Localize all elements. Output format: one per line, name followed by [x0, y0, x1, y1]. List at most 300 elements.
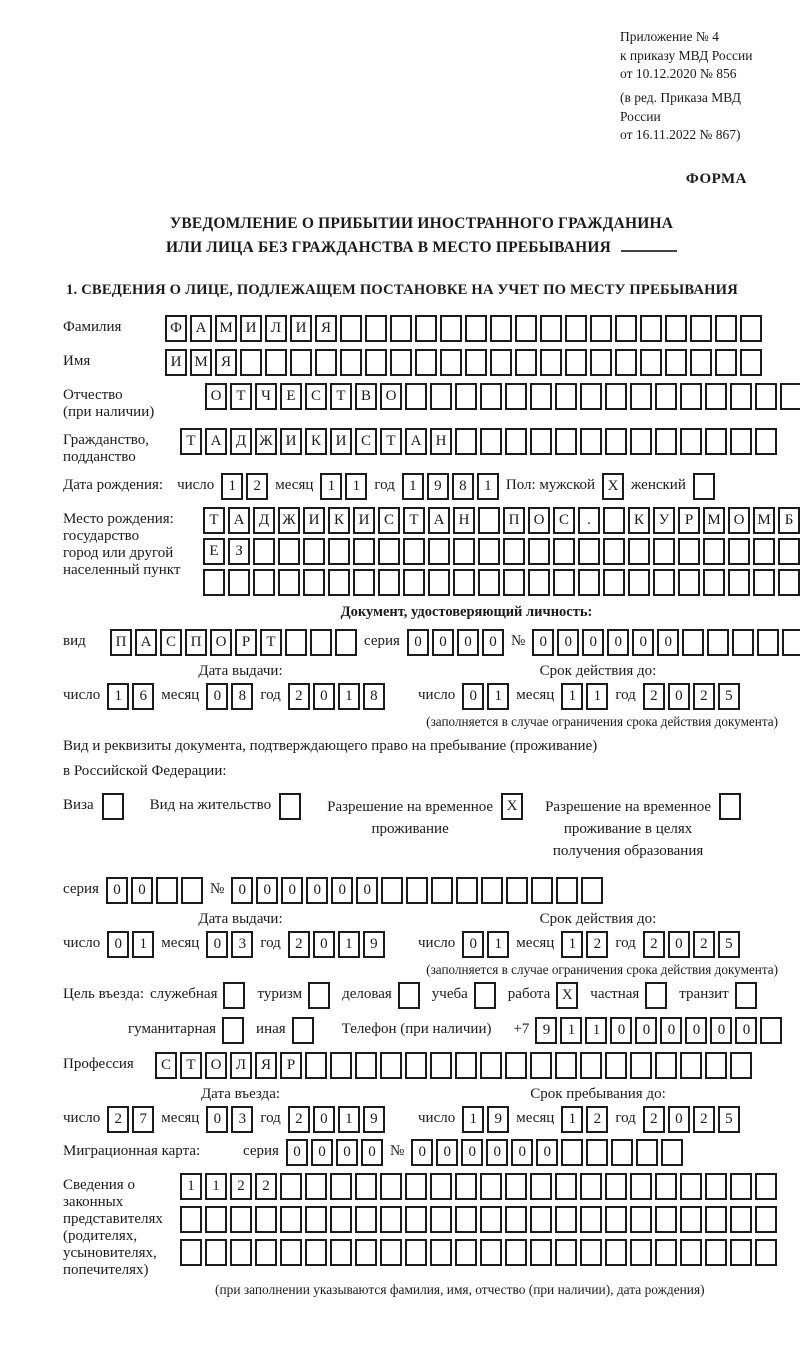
char-box[interactable]	[381, 877, 403, 904]
char-box[interactable]: Д	[253, 507, 275, 534]
char-box[interactable]: Р	[280, 1052, 302, 1079]
char-box[interactable]	[630, 1052, 652, 1079]
char-box[interactable]: 0	[461, 1139, 483, 1166]
char-box[interactable]	[561, 1139, 583, 1166]
char-box[interactable]	[590, 315, 612, 342]
char-box[interactable]	[415, 315, 437, 342]
char-box[interactable]	[305, 1239, 327, 1266]
char-box[interactable]	[655, 1206, 677, 1233]
char-box[interactable]	[390, 349, 412, 376]
char-box[interactable]	[755, 383, 777, 410]
char-box[interactable]	[640, 349, 662, 376]
char-box[interactable]: Е	[280, 383, 302, 410]
char-box[interactable]	[565, 349, 587, 376]
char-box[interactable]	[405, 1206, 427, 1233]
char-box[interactable]	[505, 1206, 527, 1233]
char-box[interactable]	[730, 383, 752, 410]
char-box[interactable]	[490, 349, 512, 376]
char-box[interactable]: 1	[221, 473, 243, 500]
char-box[interactable]: 0	[462, 683, 484, 710]
char-box[interactable]: Н	[453, 507, 475, 534]
char-box[interactable]: 0	[311, 1139, 333, 1166]
char-box[interactable]: 1	[561, 683, 583, 710]
char-box[interactable]	[653, 569, 675, 596]
char-box[interactable]: 1	[205, 1173, 227, 1200]
char-box[interactable]: Ф	[165, 315, 187, 342]
char-box[interactable]: К	[628, 507, 650, 534]
char-box[interactable]	[503, 569, 525, 596]
char-box[interactable]: 0	[432, 629, 454, 656]
char-box[interactable]	[453, 538, 475, 565]
char-box[interactable]: О	[205, 1052, 227, 1079]
char-box[interactable]	[406, 877, 428, 904]
char-box[interactable]	[778, 569, 800, 596]
char-box[interactable]: 1	[585, 1017, 607, 1044]
char-box[interactable]	[405, 1052, 427, 1079]
char-box[interactable]: Т	[180, 1052, 202, 1079]
char-box[interactable]: К	[305, 428, 327, 455]
char-box[interactable]	[403, 538, 425, 565]
char-box[interactable]	[330, 1206, 352, 1233]
char-box[interactable]	[181, 877, 203, 904]
char-box[interactable]: 0	[635, 1017, 657, 1044]
char-box[interactable]: 0	[411, 1139, 433, 1166]
char-box[interactable]	[755, 428, 777, 455]
char-box[interactable]: 5	[718, 1106, 740, 1133]
char-box[interactable]	[605, 1206, 627, 1233]
char-box[interactable]	[455, 428, 477, 455]
char-box[interactable]	[335, 629, 357, 656]
char-box[interactable]: 3	[231, 1106, 253, 1133]
char-box[interactable]: К	[328, 507, 350, 534]
char-box[interactable]	[455, 1173, 477, 1200]
char-box[interactable]	[205, 1206, 227, 1233]
char-box[interactable]: П	[110, 629, 132, 656]
char-box[interactable]	[428, 569, 450, 596]
char-box[interactable]	[760, 1017, 782, 1044]
char-box[interactable]: Т	[203, 507, 225, 534]
char-box[interactable]: 0	[331, 877, 353, 904]
char-box[interactable]	[515, 349, 537, 376]
char-box[interactable]: И	[165, 349, 187, 376]
char-box[interactable]: Ж	[255, 428, 277, 455]
char-box[interactable]	[757, 629, 779, 656]
char-box[interactable]	[755, 1206, 777, 1233]
char-box[interactable]	[580, 1173, 602, 1200]
char-box[interactable]: 0	[710, 1017, 732, 1044]
char-box[interactable]	[730, 1052, 752, 1079]
char-box[interactable]: 1	[560, 1017, 582, 1044]
char-box[interactable]	[223, 982, 245, 1009]
char-box[interactable]	[303, 569, 325, 596]
char-box[interactable]	[578, 538, 600, 565]
char-box[interactable]	[222, 1017, 244, 1044]
char-box[interactable]: 0	[336, 1139, 358, 1166]
char-box[interactable]	[480, 1173, 502, 1200]
char-box[interactable]: Т	[330, 383, 352, 410]
char-box[interactable]	[705, 1052, 727, 1079]
char-box[interactable]	[680, 1052, 702, 1079]
char-box[interactable]	[355, 1239, 377, 1266]
char-box[interactable]: И	[353, 507, 375, 534]
char-box[interactable]	[755, 1173, 777, 1200]
char-box[interactable]	[630, 428, 652, 455]
char-box[interactable]	[305, 1052, 327, 1079]
char-box[interactable]: 0	[313, 683, 335, 710]
char-box[interactable]	[330, 1239, 352, 1266]
char-box[interactable]	[490, 315, 512, 342]
char-box[interactable]	[555, 1052, 577, 1079]
char-box[interactable]: 2	[643, 1106, 665, 1133]
char-box[interactable]: 1	[487, 683, 509, 710]
char-box[interactable]	[315, 349, 337, 376]
char-box[interactable]	[715, 349, 737, 376]
char-box[interactable]	[390, 315, 412, 342]
char-box[interactable]: О	[380, 383, 402, 410]
char-box[interactable]: 0	[256, 877, 278, 904]
char-box[interactable]	[655, 1239, 677, 1266]
char-box[interactable]	[715, 315, 737, 342]
char-box[interactable]	[707, 629, 729, 656]
char-box[interactable]: 1	[338, 931, 360, 958]
char-box[interactable]	[605, 1239, 627, 1266]
char-box[interactable]	[555, 1239, 577, 1266]
char-box[interactable]	[636, 1139, 658, 1166]
char-box[interactable]: 2	[107, 1106, 129, 1133]
char-box[interactable]	[780, 383, 800, 410]
char-box[interactable]	[703, 538, 725, 565]
char-box[interactable]: 2	[693, 1106, 715, 1133]
char-box[interactable]	[603, 569, 625, 596]
char-box[interactable]: 0	[610, 1017, 632, 1044]
char-box[interactable]	[415, 349, 437, 376]
char-box[interactable]	[480, 428, 502, 455]
char-box[interactable]	[580, 1239, 602, 1266]
char-box[interactable]	[603, 538, 625, 565]
char-box[interactable]	[430, 1206, 452, 1233]
char-box[interactable]	[680, 1173, 702, 1200]
char-box[interactable]: Т	[403, 507, 425, 534]
char-box[interactable]: X	[501, 793, 523, 820]
char-box[interactable]: 0	[313, 1106, 335, 1133]
char-box[interactable]	[255, 1206, 277, 1233]
char-box[interactable]: Я	[215, 349, 237, 376]
char-box[interactable]: 2	[288, 931, 310, 958]
char-box[interactable]: 0	[511, 1139, 533, 1166]
char-box[interactable]: Т	[380, 428, 402, 455]
char-box[interactable]	[380, 1239, 402, 1266]
char-box[interactable]	[480, 1239, 502, 1266]
char-box[interactable]	[292, 1017, 314, 1044]
char-box[interactable]: А	[205, 428, 227, 455]
char-box[interactable]	[755, 1239, 777, 1266]
char-box[interactable]: П	[503, 507, 525, 534]
char-box[interactable]	[365, 349, 387, 376]
char-box[interactable]	[653, 538, 675, 565]
char-box[interactable]	[430, 1239, 452, 1266]
char-box[interactable]	[530, 1173, 552, 1200]
char-box[interactable]: Е	[203, 538, 225, 565]
char-box[interactable]	[328, 569, 350, 596]
char-box[interactable]: Л	[265, 315, 287, 342]
char-box[interactable]	[278, 569, 300, 596]
char-box[interactable]	[355, 1052, 377, 1079]
char-box[interactable]	[280, 1206, 302, 1233]
char-box[interactable]: 2	[643, 683, 665, 710]
char-box[interactable]: И	[303, 507, 325, 534]
char-box[interactable]: .	[578, 507, 600, 534]
char-box[interactable]	[230, 1206, 252, 1233]
char-box[interactable]	[528, 569, 550, 596]
char-box[interactable]	[680, 383, 702, 410]
char-box[interactable]	[478, 538, 500, 565]
char-box[interactable]: 1	[561, 1106, 583, 1133]
char-box[interactable]: А	[228, 507, 250, 534]
char-box[interactable]	[740, 349, 762, 376]
char-box[interactable]: 1	[462, 1106, 484, 1133]
char-box[interactable]: 2	[288, 1106, 310, 1133]
char-box[interactable]	[180, 1206, 202, 1233]
char-box[interactable]: 1	[477, 473, 499, 500]
char-box[interactable]	[405, 383, 427, 410]
char-box[interactable]	[730, 1206, 752, 1233]
char-box[interactable]	[611, 1139, 633, 1166]
char-box[interactable]: И	[280, 428, 302, 455]
char-box[interactable]: 9	[487, 1106, 509, 1133]
char-box[interactable]	[240, 349, 262, 376]
char-box[interactable]	[505, 1052, 527, 1079]
char-box[interactable]	[353, 569, 375, 596]
char-box[interactable]: 9	[427, 473, 449, 500]
char-box[interactable]	[455, 383, 477, 410]
char-box[interactable]	[378, 569, 400, 596]
char-box[interactable]	[440, 349, 462, 376]
char-box[interactable]	[480, 383, 502, 410]
char-box[interactable]	[528, 538, 550, 565]
char-box[interactable]	[580, 383, 602, 410]
char-box[interactable]	[680, 1206, 702, 1233]
char-box[interactable]	[553, 569, 575, 596]
char-box[interactable]: Я	[315, 315, 337, 342]
char-box[interactable]	[305, 1206, 327, 1233]
char-box[interactable]	[505, 1239, 527, 1266]
char-box[interactable]	[180, 1239, 202, 1266]
char-box[interactable]: 0	[668, 1106, 690, 1133]
char-box[interactable]: Ж	[278, 507, 300, 534]
char-box[interactable]: 0	[436, 1139, 458, 1166]
char-box[interactable]	[753, 538, 775, 565]
char-box[interactable]: 8	[452, 473, 474, 500]
char-box[interactable]	[340, 349, 362, 376]
char-box[interactable]	[555, 428, 577, 455]
char-box[interactable]: X	[602, 473, 624, 500]
char-box[interactable]: 0	[735, 1017, 757, 1044]
char-box[interactable]	[530, 428, 552, 455]
char-box[interactable]	[203, 569, 225, 596]
char-box[interactable]	[705, 1173, 727, 1200]
char-box[interactable]: 0	[557, 629, 579, 656]
char-box[interactable]	[474, 982, 496, 1009]
char-box[interactable]	[540, 349, 562, 376]
char-box[interactable]	[355, 1173, 377, 1200]
char-box[interactable]	[156, 877, 178, 904]
char-box[interactable]	[730, 1239, 752, 1266]
char-box[interactable]	[230, 1239, 252, 1266]
char-box[interactable]	[586, 1139, 608, 1166]
char-box[interactable]: 0	[313, 931, 335, 958]
char-box[interactable]	[630, 1239, 652, 1266]
char-box[interactable]: 1	[402, 473, 424, 500]
char-box[interactable]: 0	[286, 1139, 308, 1166]
char-box[interactable]: 2	[693, 931, 715, 958]
char-box[interactable]: 1	[320, 473, 342, 500]
char-box[interactable]	[380, 1206, 402, 1233]
char-box[interactable]	[280, 1173, 302, 1200]
char-box[interactable]	[753, 569, 775, 596]
char-box[interactable]: А	[135, 629, 157, 656]
char-box[interactable]: 0	[462, 931, 484, 958]
char-box[interactable]: 5	[718, 683, 740, 710]
char-box[interactable]	[290, 349, 312, 376]
char-box[interactable]	[515, 315, 537, 342]
char-box[interactable]: 1	[338, 683, 360, 710]
char-box[interactable]: Я	[255, 1052, 277, 1079]
char-box[interactable]	[478, 507, 500, 534]
char-box[interactable]	[640, 315, 662, 342]
char-box[interactable]: 1	[345, 473, 367, 500]
char-box[interactable]: 2	[288, 683, 310, 710]
char-box[interactable]	[540, 315, 562, 342]
char-box[interactable]	[398, 982, 420, 1009]
char-box[interactable]: 0	[536, 1139, 558, 1166]
char-box[interactable]	[465, 349, 487, 376]
char-box[interactable]: 2	[643, 931, 665, 958]
char-box[interactable]	[278, 538, 300, 565]
char-box[interactable]: 9	[363, 1106, 385, 1133]
char-box[interactable]	[728, 538, 750, 565]
char-box[interactable]	[615, 315, 637, 342]
char-box[interactable]: 9	[363, 931, 385, 958]
char-box[interactable]: М	[753, 507, 775, 534]
char-box[interactable]: 0	[231, 877, 253, 904]
char-box[interactable]	[428, 538, 450, 565]
char-box[interactable]: С	[378, 507, 400, 534]
char-box[interactable]	[605, 1173, 627, 1200]
char-box[interactable]: Л	[230, 1052, 252, 1079]
char-box[interactable]	[782, 629, 800, 656]
char-box[interactable]	[555, 1173, 577, 1200]
char-box[interactable]: З	[228, 538, 250, 565]
char-box[interactable]	[628, 538, 650, 565]
char-box[interactable]	[430, 383, 452, 410]
char-box[interactable]	[730, 428, 752, 455]
char-box[interactable]: 1	[487, 931, 509, 958]
char-box[interactable]	[665, 315, 687, 342]
char-box[interactable]	[719, 793, 741, 820]
char-box[interactable]	[565, 315, 587, 342]
char-box[interactable]	[506, 877, 528, 904]
char-box[interactable]: 0	[486, 1139, 508, 1166]
char-box[interactable]	[456, 877, 478, 904]
char-box[interactable]	[453, 569, 475, 596]
char-box[interactable]	[465, 315, 487, 342]
char-box[interactable]: 0	[660, 1017, 682, 1044]
char-box[interactable]: 1	[338, 1106, 360, 1133]
char-box[interactable]	[455, 1206, 477, 1233]
char-box[interactable]: Т	[180, 428, 202, 455]
char-box[interactable]	[455, 1239, 477, 1266]
char-box[interactable]	[682, 629, 704, 656]
char-box[interactable]: 3	[231, 931, 253, 958]
char-box[interactable]	[556, 877, 578, 904]
char-box[interactable]	[555, 383, 577, 410]
char-box[interactable]: 2	[586, 1106, 608, 1133]
char-box[interactable]	[628, 569, 650, 596]
char-box[interactable]	[645, 982, 667, 1009]
char-box[interactable]	[705, 1239, 727, 1266]
char-box[interactable]	[778, 538, 800, 565]
char-box[interactable]: М	[190, 349, 212, 376]
char-box[interactable]: 1	[586, 683, 608, 710]
char-box[interactable]	[678, 538, 700, 565]
char-box[interactable]: 0	[306, 877, 328, 904]
char-box[interactable]	[253, 569, 275, 596]
char-box[interactable]	[355, 1206, 377, 1233]
char-box[interactable]: 0	[582, 629, 604, 656]
char-box[interactable]: 0	[356, 877, 378, 904]
char-box[interactable]	[530, 1052, 552, 1079]
char-box[interactable]: 0	[206, 931, 228, 958]
char-box[interactable]	[655, 1052, 677, 1079]
char-box[interactable]	[578, 569, 600, 596]
char-box[interactable]: О	[528, 507, 550, 534]
char-box[interactable]	[505, 383, 527, 410]
char-box[interactable]	[615, 349, 637, 376]
char-box[interactable]	[680, 428, 702, 455]
char-box[interactable]: 5	[718, 931, 740, 958]
char-box[interactable]: 1	[180, 1173, 202, 1200]
char-box[interactable]: Р	[678, 507, 700, 534]
char-box[interactable]: 7	[132, 1106, 154, 1133]
char-box[interactable]	[330, 1052, 352, 1079]
char-box[interactable]	[581, 877, 603, 904]
char-box[interactable]	[505, 428, 527, 455]
char-box[interactable]	[703, 569, 725, 596]
char-box[interactable]: 0	[361, 1139, 383, 1166]
char-box[interactable]: 0	[206, 683, 228, 710]
char-box[interactable]	[285, 629, 307, 656]
char-box[interactable]	[605, 428, 627, 455]
char-box[interactable]	[580, 428, 602, 455]
char-box[interactable]: 2	[255, 1173, 277, 1200]
char-box[interactable]	[353, 538, 375, 565]
char-box[interactable]	[380, 1052, 402, 1079]
char-box[interactable]	[403, 569, 425, 596]
char-box[interactable]	[680, 1239, 702, 1266]
char-box[interactable]: 0	[206, 1106, 228, 1133]
char-box[interactable]: 1	[132, 931, 154, 958]
char-box[interactable]	[661, 1139, 683, 1166]
char-box[interactable]	[728, 569, 750, 596]
char-box[interactable]: 1	[561, 931, 583, 958]
char-box[interactable]	[430, 1052, 452, 1079]
char-box[interactable]	[555, 1206, 577, 1233]
char-box[interactable]: П	[185, 629, 207, 656]
char-box[interactable]	[655, 428, 677, 455]
char-box[interactable]: 1	[107, 683, 129, 710]
char-box[interactable]: 2	[230, 1173, 252, 1200]
char-box[interactable]: 8	[231, 683, 253, 710]
